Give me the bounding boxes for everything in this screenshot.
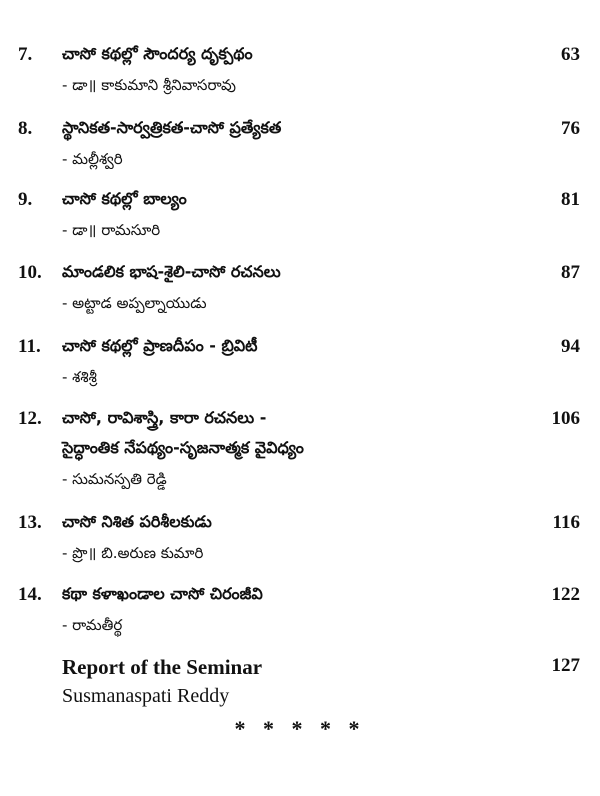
entry-title: చాసో నిశిత పరిశీలకుడు	[62, 512, 212, 531]
entry-author: - ప్రొ॥ బి.అరుణ కుమారి	[62, 544, 204, 562]
entry-page-number: 63	[561, 44, 580, 65]
entry-number: 7.	[18, 44, 33, 65]
entry-page-number: 76	[561, 118, 580, 139]
entry-page-number: 94	[561, 336, 580, 357]
entry-number: 10.	[18, 262, 42, 283]
entry-title: చాసో కథల్లో సౌందర్య దృక్పథం	[62, 44, 253, 63]
entry-author: - సుమనస్పతి రెడ్డి	[62, 470, 167, 488]
entry-page-number: 81	[561, 189, 580, 210]
entry-author: - డా॥ కాకుమాని శ్రీనివాసరావు	[62, 76, 237, 94]
entry-page-number: 87	[561, 262, 580, 283]
entry-author: - శశిశ్రీ	[62, 368, 97, 386]
entry-title: స్థానికత-సార్వత్రికత-చాసో ప్రత్యేకత	[62, 118, 282, 137]
entry-number: 13.	[18, 512, 42, 533]
section-end-stars: * * * * *	[234, 716, 366, 741]
report-title: Report of the Seminar	[62, 655, 263, 679]
entry-author: - రామతీర్థ	[62, 616, 123, 634]
entry-title: మాండలిక భాష-శైలి-చాసో రచనలు	[62, 262, 281, 281]
entry-page-number: 122	[551, 584, 580, 605]
entry-author: - అట్టాడ అప్పల్నాయుడు	[62, 294, 207, 312]
entry-title: చాసో కథల్లో ప్రాణదీపం - బ్రివిటీ	[62, 336, 258, 355]
entry-title-line-2: సైద్ధాంతిక నేపథ్యం-సృజనాత్మక వైవిధ్యం	[62, 438, 304, 457]
entry-title: చాసో కథల్లో బాల్యం	[62, 189, 187, 208]
entry-number: 9.	[18, 189, 33, 210]
entry-number: 12.	[18, 408, 42, 429]
entry-page-number: 127	[551, 655, 580, 676]
entry-page-number: 116	[552, 512, 580, 533]
entry-author: - డా॥ రామసూరి	[62, 221, 161, 239]
entry-page-number: 106	[551, 408, 580, 429]
entry-number: 14.	[18, 584, 42, 605]
entry-author: - మల్లీశ్వరి	[62, 150, 123, 168]
entry-number: 8.	[18, 118, 33, 139]
entry-title: కథా కళాఖండాల చాసో చిరంజీవి	[62, 584, 263, 603]
report-author: Susmanaspati Reddy	[62, 685, 230, 707]
entry-title: చాసో, రావిశాస్త్రి, కారా రచనలు -	[62, 408, 267, 427]
entry-number: 11.	[18, 336, 41, 357]
